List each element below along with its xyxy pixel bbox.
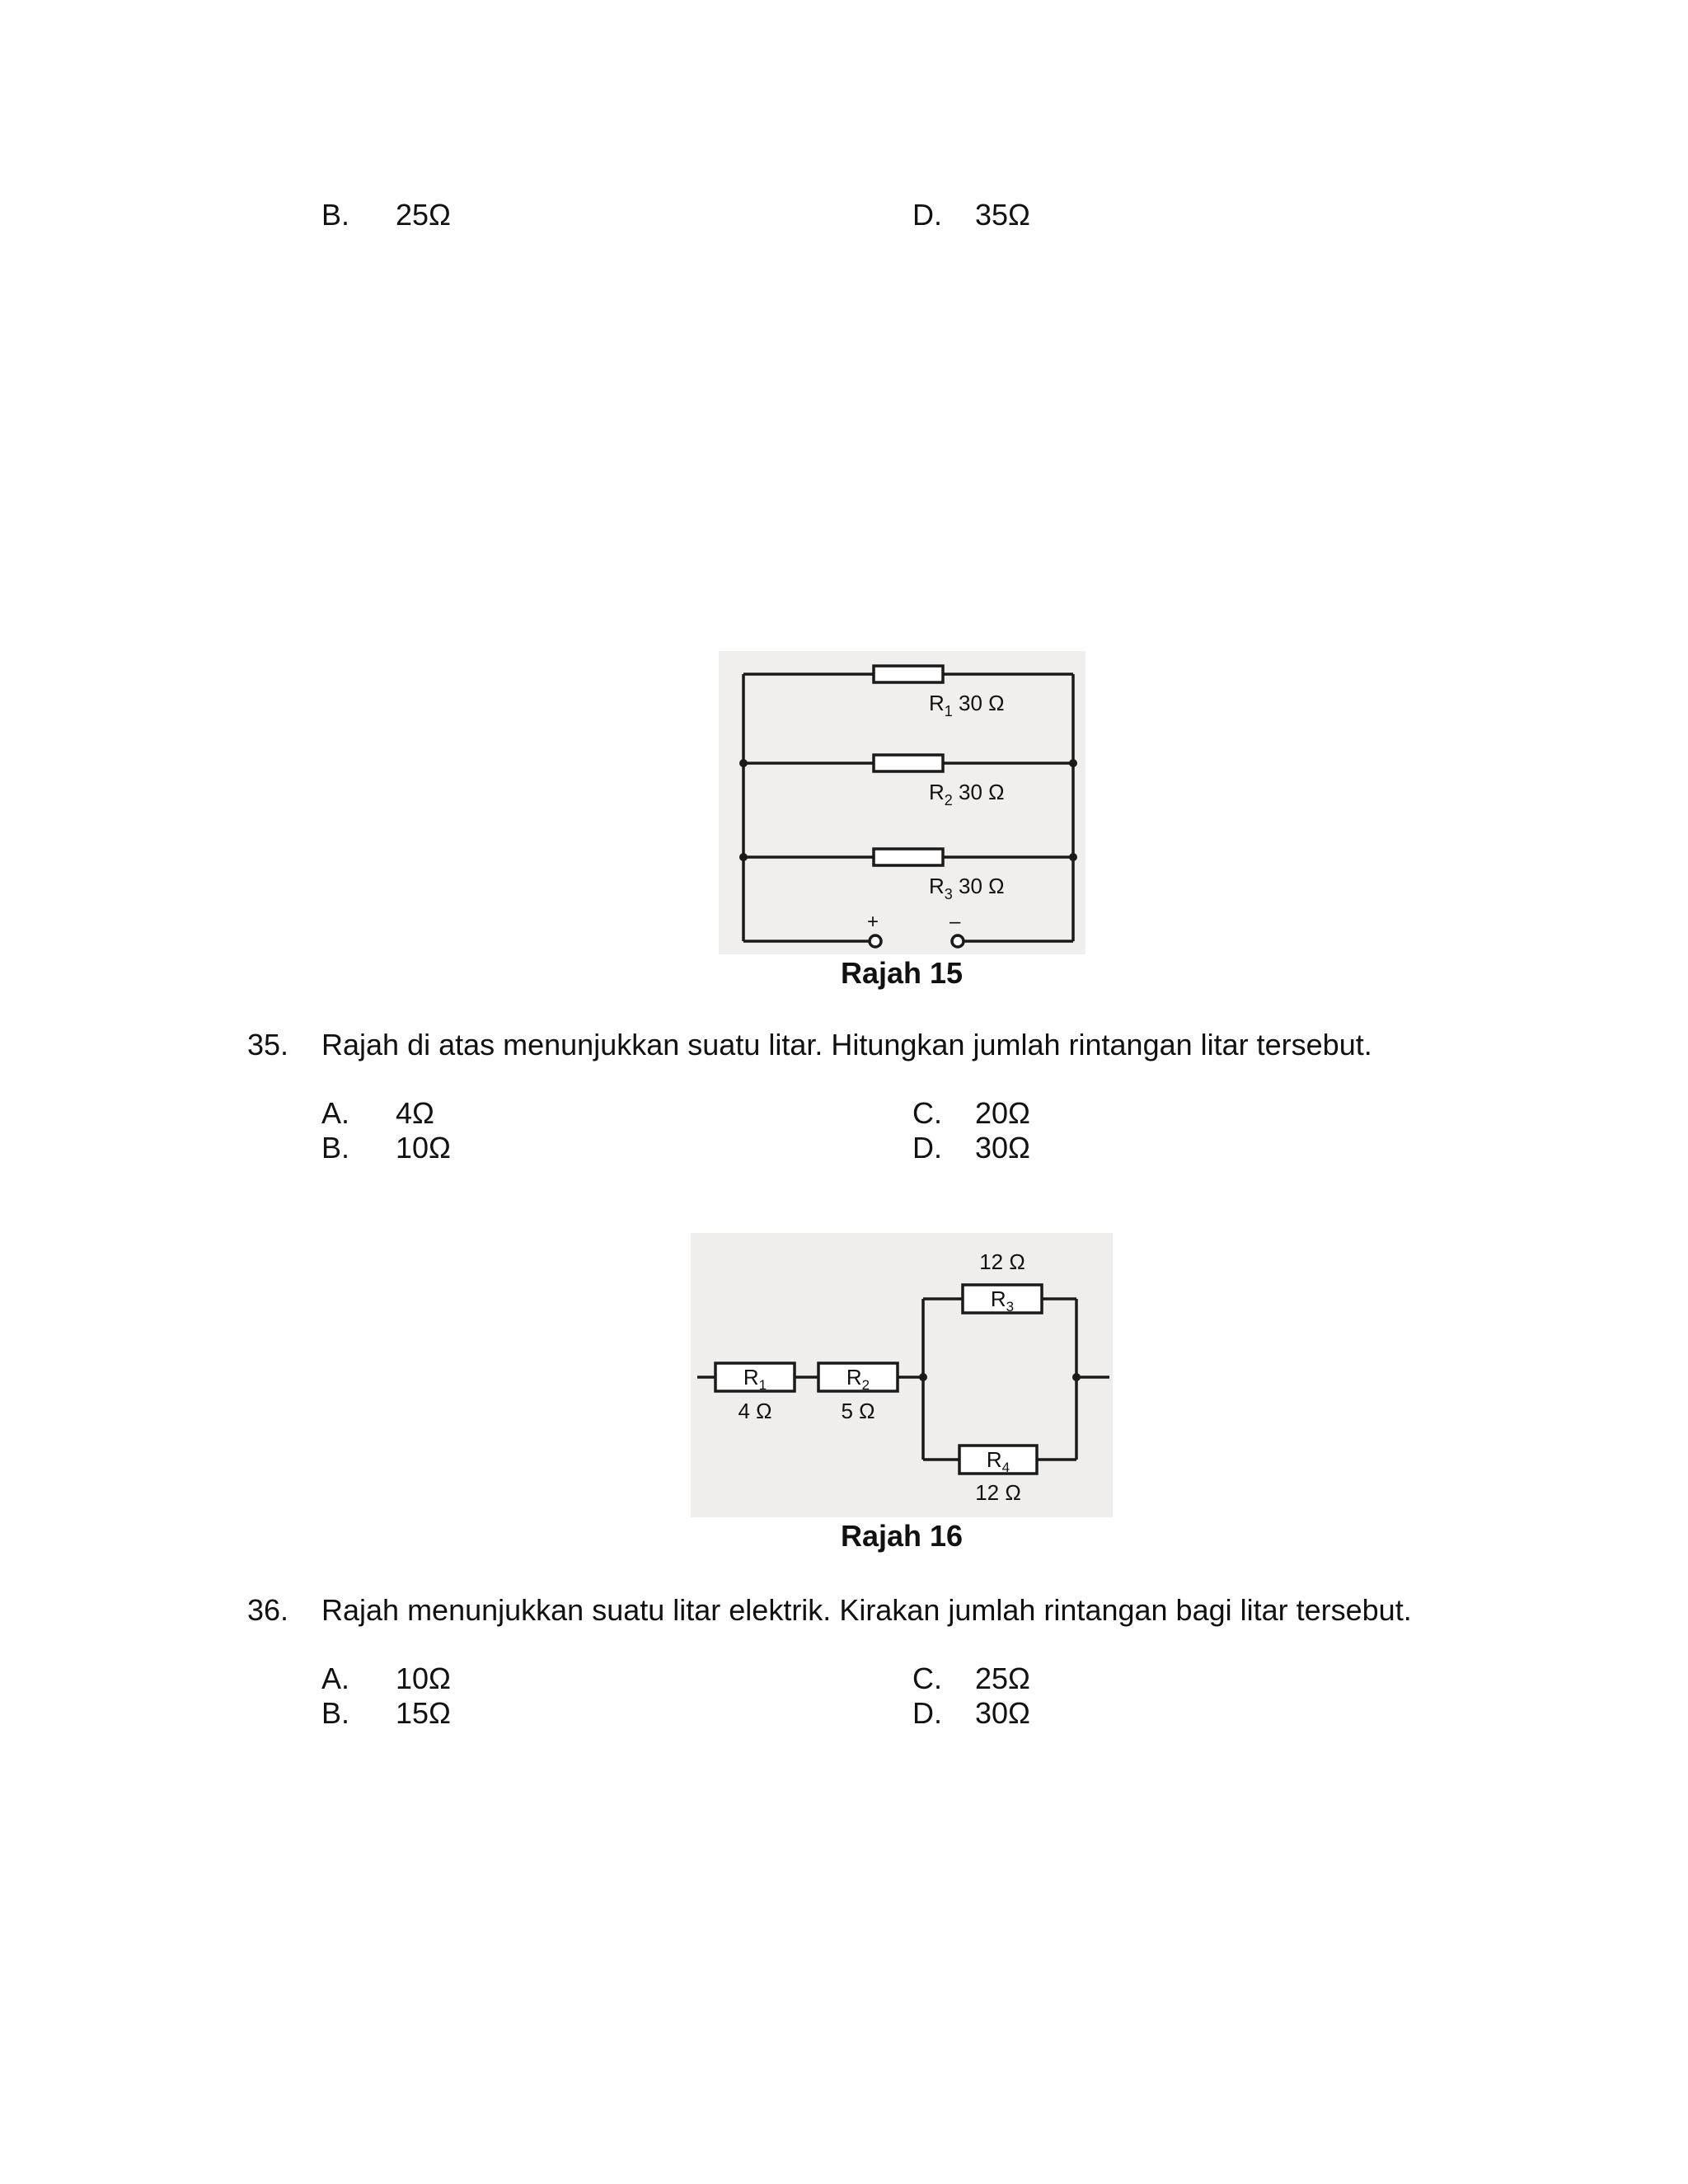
resistor-r1-name: $R_1$ [743,1365,767,1393]
q36-option-a-letter: A. [321,1661,350,1695]
question-35-text: Rajah di atas menunjukkan suatu litar. Hitungkan jumlah rintangan litar tersebut. [321,1028,1372,1062]
terminal-positive [870,935,881,947]
terminal-minus-sign: – [950,911,961,933]
q35-option-b-value: 10Ω [396,1131,451,1165]
q36-option-b-letter: B. [321,1696,350,1730]
q36-option-a-value: 10Ω [396,1661,451,1695]
option-value: 25Ω [396,198,451,232]
option-value: 35Ω [975,198,1030,232]
figure-16-caption: Rajah 16 [841,1519,964,1553]
resistor-r3-value: 12 Ω [979,1249,1025,1274]
figure-16-circuit [691,1233,1113,1517]
q35-option-d-letter: D. [912,1131,942,1165]
option-letter: D. [912,198,942,232]
resistor-r4-name: $R_4$ [986,1447,1010,1475]
resistor-r2 [874,755,943,771]
terminal-negative [952,935,964,947]
q36-option-c-letter: C. [912,1661,942,1695]
q35-option-c-letter: C. [912,1096,942,1130]
resistor-r3 [874,849,943,865]
resistor-r1-label: $R_1$ 30 Ω [929,691,1005,719]
question-36-number: 36. [247,1593,289,1627]
question-36-text: Rajah menunjukkan suatu litar elektrik. Kirakan jumlah rintangan bagi litar tersebut. [321,1593,1412,1627]
resistor-r2-label: $R_2$ 30 Ω [929,780,1005,808]
figure-15-circuit [719,651,1085,954]
question-35-number: 35. [247,1028,289,1062]
q36-option-d-letter: D. [912,1696,942,1730]
q35-option-a-value: 4Ω [396,1096,434,1130]
q35-option-c-value: 20Ω [975,1096,1030,1130]
resistor-r3-name: $R_3$ [990,1286,1015,1315]
resistor-r1-value: 4 Ω [738,1399,772,1423]
resistor-r2-name: $R_2$ [846,1365,870,1393]
resistor-r3-label: $R_3$ 30 Ω [929,874,1005,902]
option-letter: B. [321,198,350,232]
q36-option-c-value: 25Ω [975,1661,1030,1695]
q36-option-d-value: 30Ω [975,1696,1030,1730]
circuit-15-diagram [719,651,1085,954]
terminal-plus-sign: + [867,911,879,933]
resistor-r4-value: 12 Ω [975,1480,1021,1505]
circuit-16-diagram [691,1233,1113,1517]
resistor-r1 [874,666,943,682]
q35-option-a-letter: A. [321,1096,350,1130]
figure-15-caption: Rajah 15 [841,956,964,990]
resistor-r2-value: 5 Ω [841,1399,875,1423]
q35-option-d-value: 30Ω [975,1131,1030,1165]
q36-option-b-value: 15Ω [396,1696,451,1730]
q35-option-b-letter: B. [321,1131,350,1165]
